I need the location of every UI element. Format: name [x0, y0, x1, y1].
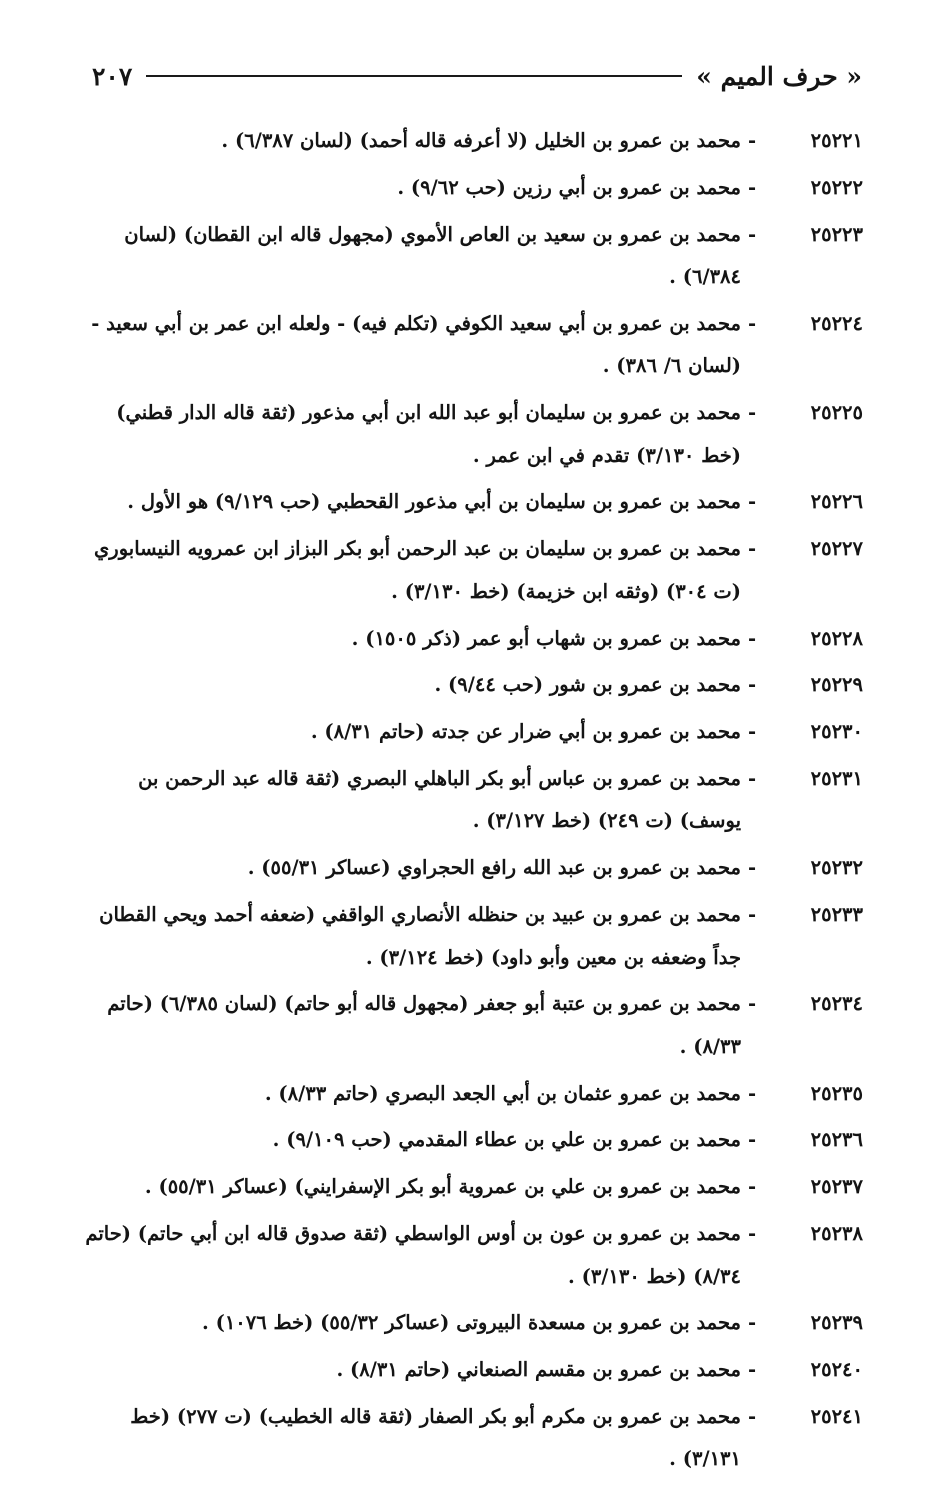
entry-number: ٢٥٢٢٨ [810, 626, 863, 650]
entry-text: محمد بن عمرو بن أبي ضرار عن جدته (حاتم ٨/٣١) . [310, 720, 741, 744]
entry-number: ٢٥٢٣٧ [810, 1175, 863, 1199]
entry-number: ٢٥٢٣٤ [810, 992, 863, 1016]
entry-text: محمد بن عمرو عثمان بن أبي الجعد البصري (حاتم ٨/٣٣) . [264, 1081, 741, 1105]
entry-text: محمد بن عمرو بن علي بن عمروية أبو بكر الإسفرايني) (عساكر ٥٥/٣١) . [144, 1175, 741, 1199]
list-item [85, 1166, 863, 1209]
entry-dash: - [747, 1081, 757, 1105]
entry-number: ٢٥٢٤١ [810, 1404, 863, 1428]
list-item [85, 1396, 863, 1481]
list-item [85, 618, 863, 661]
list-item [85, 847, 863, 890]
entry-number: ٢٥٢٣٨ [810, 1222, 863, 1246]
entry-dash: - [747, 626, 757, 650]
running-header [92, 56, 862, 96]
entry-text: محمد بن عمرو بن سليمان بن عبد الرحمن أبو بكر البزاز ابن عمرويه النيسابوري (ت ٣٠٤) (وثقه ابن خزيمة) (خط ٣/١٣٠) . [94, 537, 741, 603]
entry-number: ٢٥٢٢٧ [810, 537, 863, 561]
entry-dash: - [747, 1222, 757, 1246]
entry-dash: - [747, 1311, 757, 1335]
entry-text: محمد بن عمرو بن أبي رزين (حب ٩/٦٢) . [397, 175, 741, 199]
list-item [85, 167, 863, 210]
list-item [85, 303, 863, 388]
entry-text: محمد بن عمرو بن سليمان بن أبي مذعور القحطبي (حب ٩/١٢٩) هو الأول . [127, 490, 741, 514]
entry-number: ٢٥٢٢٩ [810, 673, 863, 697]
list-item [85, 1302, 863, 1345]
entry-dash: - [747, 1175, 757, 1199]
entry-number: ٢٥٢٣٦ [810, 1128, 863, 1152]
entry-dash: - [747, 490, 757, 514]
entry-dash: - [747, 720, 757, 744]
entry-dash: - [747, 1404, 757, 1428]
header-rule [146, 75, 682, 77]
list-item [85, 711, 863, 754]
entry-number: ٢٥٢٣٣ [810, 903, 863, 927]
entry-text: محمد بن عمرو بن علي بن عطاء المقدمي (حب ٩/١٠٩) . [272, 1128, 741, 1152]
entry-text: محمد بن عمرو بن مقسم الصنعاني (حاتم ٨/٣١) . [336, 1358, 741, 1382]
entry-dash: - [747, 222, 757, 246]
list-item [85, 392, 863, 477]
entry-dash: - [747, 311, 757, 335]
entry-number: ٢٥٢٣١ [810, 766, 863, 790]
entry-text: محمد بن عمرو بن عباس أبو بكر الباهلي البصري (ثقة قاله عبد الرحمن بن يوسف) (ت ٢٤٩) (خط ٣/١٢٧) . [138, 766, 741, 833]
list-item [85, 983, 863, 1068]
entry-dash: - [747, 992, 757, 1016]
entry-dash: - [747, 401, 757, 425]
entry-text: محمد بن عمرو بن أبي سعيد الكوفي (تكلم فيه) - ولعله ابن عمر بن أبي سعيد - (لسان ٦/ ٣٨٦) . [91, 311, 741, 378]
list-item [85, 1119, 863, 1162]
list-item [85, 664, 863, 707]
entry-text: محمد بن عمرو بن الخليل (لا أعرفه قاله أحمد) (لسان ٦/٣٨٧) . [221, 129, 741, 152]
entry-number: ٢٥٢٢٦ [810, 490, 863, 514]
list-item [85, 1349, 863, 1392]
entry-number: ٢٥٢٣٢ [810, 856, 863, 880]
entry-dash: - [747, 673, 757, 697]
entry-dash: - [747, 1128, 757, 1152]
entry-number: ٢٥٢٢٥ [810, 401, 863, 425]
entry-text: محمد بن عمرو بن مكرم أبو بكر الصفار (ثقة قاله الخطيب) (ت ٢٧٧) (خط ٣/١٣١) . [130, 1404, 741, 1471]
entry-number: ٢٥٢٣٥ [810, 1081, 863, 1105]
entry-dash: - [747, 856, 757, 880]
entry-dash: - [747, 537, 757, 561]
entry-list [85, 120, 863, 1485]
list-item [85, 120, 863, 163]
entry-dash: - [747, 766, 757, 790]
entry-text: محمد بن عمرو بن سليمان أبو عبد الله ابن أبي مذعور (ثقة قاله الدار قطني) (خط ٣/١٣٠) تقدم في ابن عمر . [116, 401, 741, 467]
entry-text: محمد بن عمرو بن سعيد بن العاص الأموي (مجهول قاله ابن القطان) (لسان ٦/٣٨٤) . [124, 222, 741, 289]
entry-dash: - [747, 903, 757, 927]
entry-number: ٢٥٢٢٤ [810, 311, 863, 335]
entry-text: محمد بن عمرو بن عون بن أوس الواسطي (ثقة صدوق قاله ابن أبي حاتم) (حاتم ٨/٣٤) (خط ٣/١٣٠) . [85, 1222, 741, 1288]
entry-dash: - [747, 175, 757, 199]
chapter-title: « حرف الميم » [696, 61, 862, 91]
entry-number: ٢٥٢٣٩ [810, 1311, 863, 1335]
entry-text: محمد بن عمرو بن شهاب أبو عمر (ذكر ١٥٠٥) . [351, 626, 741, 650]
list-item [85, 214, 863, 299]
entry-number: ٢٥٢٢٣ [810, 222, 863, 246]
entry-dash: - [747, 129, 757, 152]
list-item [85, 894, 863, 979]
entry-dash: - [747, 1358, 757, 1382]
list-item [85, 481, 863, 524]
entry-number: ٢٥٢٣٠ [810, 720, 863, 744]
list-item [85, 528, 863, 613]
entry-text: محمد بن عمرو بن عبيد بن حنظله الأنصاري الواقفي (ضعفه أحمد ويحي القطان جداً وضعفه بن معين وأبو داود) (خط ٣/١٢٤) . [99, 903, 741, 969]
list-item [85, 1213, 863, 1298]
list-item [85, 758, 863, 843]
list-item [85, 1073, 863, 1116]
entry-number: ٢٥٢٢١ [810, 129, 863, 152]
entry-number: ٢٥٢٤٠ [810, 1358, 863, 1382]
entry-number: ٢٥٢٢٢ [810, 175, 863, 199]
entry-text: محمد بن عمرو بن شور (حب ٩/٤٤) . [434, 673, 741, 697]
entry-text: محمد بن عمرو بن مسعدة البيروتى (عساكر ٥٥/٣٢) (خط ١٠٧٦) . [202, 1311, 741, 1335]
entry-text: محمد بن عمرو بن عتبة أبو جعفر (مجهول قاله أبو حاتم) (لسان ٦/٣٨٥) (حاتم ٨/٣٣) . [107, 992, 741, 1058]
page-number: ٢٠٧ [92, 61, 133, 91]
entry-text: محمد بن عمرو بن عبد الله رافع الحجراوي (عساكر ٥٥/٣١) . [247, 856, 741, 880]
